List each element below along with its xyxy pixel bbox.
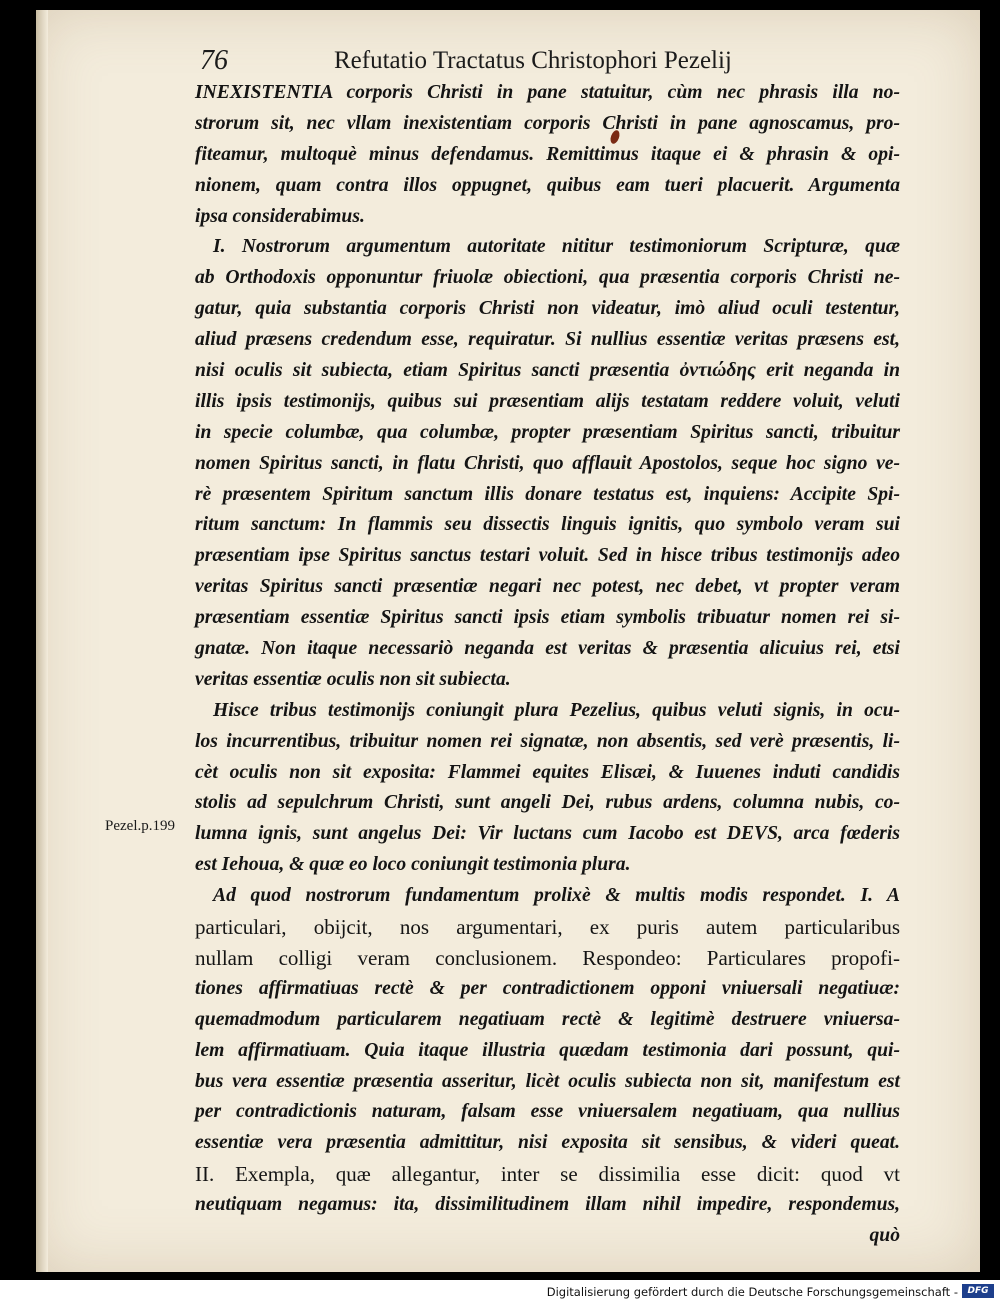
page-spine-shadow (36, 10, 48, 1272)
text-line: ab Orthodoxis opponuntur friuolæ obiectioni, qua præsentia corporis Christi ne- (195, 267, 900, 289)
text-line: in specie columbæ, qua columbæ, propter præsentiam Spiritus sancti, tribuitur (195, 421, 900, 443)
text-line: INEXISTENTIA corporis Christi in pane statuitur, cùm nec phrasis illa no- (195, 82, 900, 103)
catchword: quò (869, 1224, 900, 1246)
margin-note: Pezel.p.199 (105, 818, 175, 834)
text-line: Hisce tribus testimonijs coniungit plura Pezelius, quibus veluti signis, in ocu- (213, 699, 900, 721)
text-line: nionem, quam contra illos oppugnet, quibus eam tueri placuerit. Argumenta (195, 174, 900, 196)
text-line: veritas essentiæ oculis non sit subiecta. (195, 668, 511, 690)
text-line: est Iehoua, & quæ eo loco coniungit testimonia plura. (195, 854, 631, 876)
body-text (195, 78, 900, 1252)
text-line: bus vera essentiæ præsentia asseritur, licèt oculis subiecta non sit, manifestum est (195, 1070, 900, 1092)
text-line: ipsa considerabimus. (195, 205, 365, 227)
text-line: nisi oculis sit subiecta, etiam Spiritus sancti præsentia ὀντιώδης erit neganda in (195, 360, 900, 382)
text-line: lem affirmatiuam. Quia itaque illustria quædam testimonia dari possunt, qui- (195, 1039, 900, 1061)
text-line: per contradictionis naturam, falsam esse vniuersalem negatiuam, qua nullius (195, 1101, 900, 1123)
text-line: los incurrentibus, tribuitur nomen rei signatæ, non absentis, sed verè præsentis, li- (195, 730, 900, 752)
text-line: nomen Spiritus sancti, in flatu Christi, quo afflauit Apostolos, seque hoc signo ve- (195, 452, 900, 474)
text-line: I. Nostrorum argumentum autoritate nititur testimoniorum Scripturæ, quæ (213, 236, 900, 258)
text-line: nullam colligi veram conclusionem. Respondeo: Particulares propofi- (195, 945, 900, 970)
text-line: præsentiam essentiæ Spiritus sancti ipsis etiam symbolis tribuatur nomen rei si- (195, 607, 900, 629)
page-number: 76 (200, 45, 228, 76)
text-line: præsentiam ipse Spiritus sanctus testari voluit. Sed in hisce tribus testimonijs adeo (195, 545, 900, 567)
text-line: veritas Spiritus sancti præsentiæ negari nec potest, nec debet, vt propter veram (195, 576, 900, 598)
text-line: stolis ad sepulchrum Christi, sunt angeli Dei, rubus ardens, columna nubis, co- (195, 792, 900, 814)
text-line: tiones affirmatiuas rectè & per contradictionem opponi vniuersali negatiuæ: (195, 977, 900, 999)
running-title: Refutatio Tractatus Christophori Pezelij (334, 47, 732, 74)
text-line: ritum sanctum: In flammis seu dissectis linguis ignitis, quo symbolo veram sui (195, 514, 900, 536)
text-line: illis ipsis testimonijs, quibus sui præsentiam alijs testatam reddere voluit, veluti (195, 390, 900, 412)
text-line: II. Exempla, quæ allegantur, inter se dissimilia esse dicit: quod vt (195, 1162, 900, 1187)
text-line: aliud præsens credendum esse, requiratur. Si nullius essentiæ veritas præsens est, (195, 329, 900, 351)
text-line: neutiquam negamus: ita, dissimilitudinem illam nihil impedire, respondemus, (195, 1194, 900, 1216)
footer-bar (0, 1280, 1000, 1305)
dfg-logo: DFG (962, 1284, 994, 1298)
text-line: strorum sit, nec vllam inexistentiam corporis Christi in pane agnoscamus, pro- (195, 112, 900, 134)
text-line: lumna ignis, sunt angelus Dei: Vir luctans cum Iacobo est DEVS, arca fœderis (195, 823, 900, 845)
text-line: gatur, quia substantia corporis Christi non videatur, imò aliud oculi testentur, (195, 298, 900, 320)
text-line: cèt oculis non sit exposita: Flammei equites Elisæi, & Iuuenes induti candidis (195, 761, 900, 783)
text-line: Ad quod nostrorum fundamentum prolixè & multis modis respondet. I. A (213, 885, 900, 907)
text-line: gnatæ. Non itaque necessariò neganda est veritas & præsentia alicuius rei, etsi (195, 638, 900, 660)
text-line: quemadmodum particularem negatiuam rectè & legitimè destruere vniuersa- (195, 1008, 900, 1030)
text-line: essentiæ vera præsentia admittitur, nisi exposita sit sensibus, & videri queat. (195, 1132, 900, 1154)
funding-note: Digitalisierung gefördert durch die Deutsche Forschungsgemeinschaft - (546, 1285, 958, 1299)
text-line: particulari, obijcit, nos argumentari, ex puris autem particularibus (195, 915, 900, 940)
text-line: rè præsentem Spiritum sanctum illis donare testatus est, inquiens: Accipite Spi- (195, 483, 900, 505)
text-line: fiteamur, multoquè minus defendamus. Remittimus itaque ei & phrasin & opi- (195, 143, 900, 165)
